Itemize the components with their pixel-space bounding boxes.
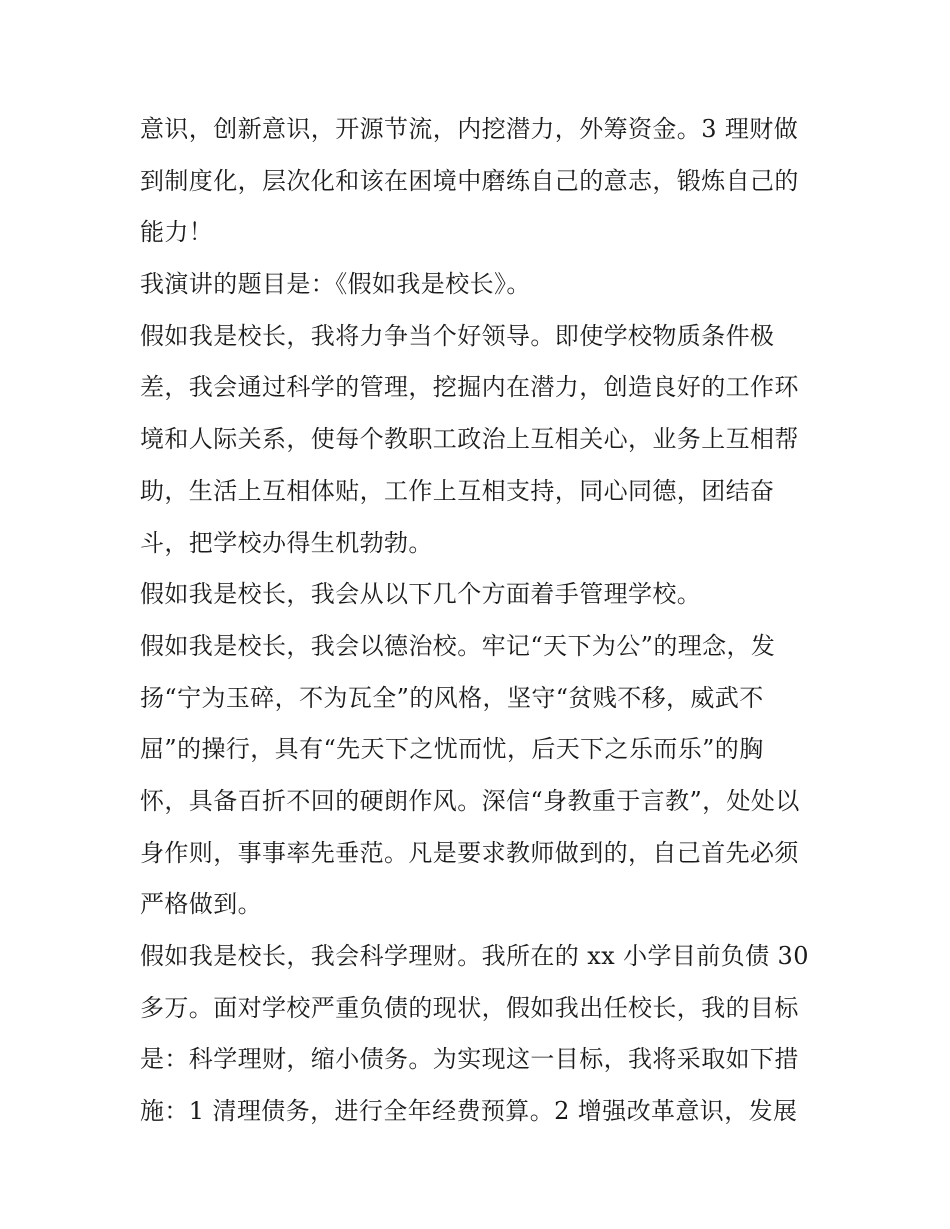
text-line: 助，生活上互相体贴，工作上互相支持，同心同德，团结奋 — [140, 476, 775, 505]
text-line: 能力！ — [140, 218, 214, 247]
document-body — [140, 104, 820, 1138]
text-line: 多万。面对学校严重负债的现状，假如我出任校长，我的目标 — [140, 993, 799, 1022]
text-line: 境和人际关系，使每个教职工政治上互相关心，业务上互相帮 — [140, 425, 799, 454]
text-line: 假如我是校长，我会以德治校。牢记“天下为公”的理念，发 — [140, 631, 776, 660]
text-line: 施：1 清理债务，进行全年经费预算。2 增强改革意识，发展 — [140, 1097, 798, 1126]
text-line: 假如我是校长，我会从以下几个方面着手管理学校。 — [140, 580, 702, 609]
text-line: 怀，具备百折不回的硬朗作风。深信“身教重于言教”，处处以 — [140, 786, 800, 815]
text-line: 斗，把学校办得生机勃勃。 — [140, 528, 433, 557]
text-line: 假如我是校长，我将力争当个好领导。即使学校物质条件极 — [140, 321, 775, 350]
text-line: 扬“宁为玉碎，不为瓦全”的风格，坚守“贫贱不移，威武不 — [140, 683, 764, 712]
speech-title-line: 我演讲的题目是：《假如我是校长》。 — [140, 270, 531, 299]
text-line: 差，我会通过科学的管理，挖掘内在潜力，创造良好的工作环 — [140, 373, 799, 402]
text-line: 严格做到。 — [140, 890, 262, 919]
text-line: 身作则，事事率先垂范。凡是要求教师做到的，自己首先必须 — [140, 838, 799, 867]
text-line: 屈”的操行，具有“先天下之忧而忧，后天下之乐而乐”的胸 — [140, 735, 764, 764]
text-line: 意识，创新意识，开源节流，内挖潜力，外筹资金。3 理财做 — [140, 115, 799, 143]
text-line: 假如我是校长，我会科学理财。我所在的 xx 小学目前负债 30 — [140, 942, 809, 970]
text-line: 到制度化，层次化和该在困境中磨练自己的意志，锻炼自己的 — [140, 166, 799, 195]
text-line: 是：科学理财，缩小债务。为实现这一目标，我将采取如下措 — [140, 1045, 799, 1074]
